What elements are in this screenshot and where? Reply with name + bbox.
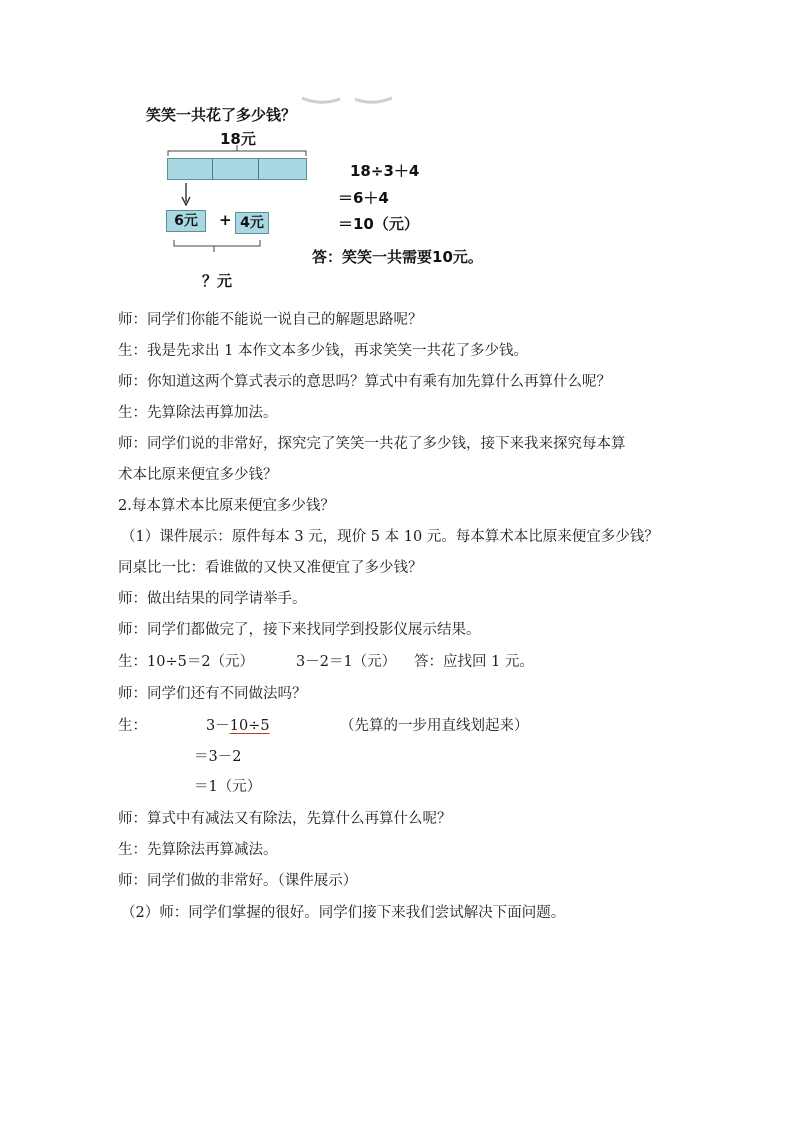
dialogue-line: （1）课件展示：原件每本 3 元，现价 5 本 10 元。每本算术本比原来便宜多少钱？ [121, 529, 659, 545]
dialogue-line: 师：做出结果的同学请举手。 [118, 591, 307, 607]
student-answer-part2: 3－2＝1（元） [296, 654, 397, 670]
dialogue-line: 师：同学们都做完了，接下来找同学到投影仪展示结果。 [118, 622, 481, 638]
teacher-question: 师：同学们还有不同做法吗？ [118, 686, 307, 702]
alt-note: （先算的一步用直线划起来） [340, 718, 529, 734]
student-answer-part3: 答：应找回 1 元。 [414, 654, 534, 670]
total-label: 18元 [220, 130, 256, 148]
figure-question: 笑笑一共花了多少钱？ [146, 106, 297, 124]
alt-speaker: 生： [118, 718, 147, 734]
dialogue-line: 生：先算除法再算加法。 [118, 405, 278, 421]
student-answer-part1: 生：10÷5＝2（元） [118, 654, 255, 670]
closing-line: （2）师：同学们掌握的很好。同学们接下来我们尝试解决下面问题。 [121, 905, 566, 921]
figure-diagram [0, 0, 794, 300]
calc-line-3: ＝10（元） [338, 215, 419, 233]
top-brace [168, 145, 306, 156]
alt-step3: ＝1（元） [194, 779, 262, 795]
alt-expression [206, 716, 270, 736]
calc-line-1: 18÷3＋4 [350, 162, 420, 180]
bottom-brace [174, 240, 260, 252]
calc-line-2: ＝6＋4 [338, 189, 389, 207]
closing-line: 师：同学们做的非常好。（课件展示） [118, 873, 358, 889]
answer-text: 答：笑笑一共需要10元。 [312, 248, 483, 266]
box-six-yuan: 6元 [166, 210, 206, 232]
dialogue-line: 师：同学们说的非常好，探究完了笑笑一共花了多少钱，接下来我来探究每本算 [118, 436, 626, 452]
expr-prefix: 3－ [206, 718, 230, 734]
section-heading: 2.每本算术本比原来便宜多少钱？ [118, 498, 335, 514]
dialogue-line: 同桌比一比：看谁做的又快又准便宜了多少钱？ [118, 560, 423, 576]
expr-underlined: 10÷5 [229, 718, 270, 734]
box-four-yuan: 4元 [235, 212, 269, 234]
bar-divider [258, 159, 259, 179]
result-label: ？元 [202, 272, 233, 290]
dialogue-line: 生：我是先求出 1 本作文本多少钱，再求笑笑一共花了多少钱。 [118, 343, 528, 359]
alt-step2: ＝3－2 [194, 749, 242, 765]
dialogue-line: 师：你知道这两个算式表示的意思吗？算式中有乘有加先算什么再算什么呢？ [118, 374, 611, 390]
total-bar [167, 158, 307, 180]
dialogue-line: 术本比原来便宜多少钱？ [118, 467, 278, 483]
plus-sign: + [219, 211, 232, 229]
closing-line: 生：先算除法再算减法。 [118, 842, 278, 858]
closing-line: 师：算式中有减法又有除法，先算什么再算什么呢？ [118, 811, 452, 827]
dialogue-line: 师：同学们你能不能说一说自己的解题思路呢？ [118, 312, 423, 328]
bar-divider [212, 159, 213, 179]
